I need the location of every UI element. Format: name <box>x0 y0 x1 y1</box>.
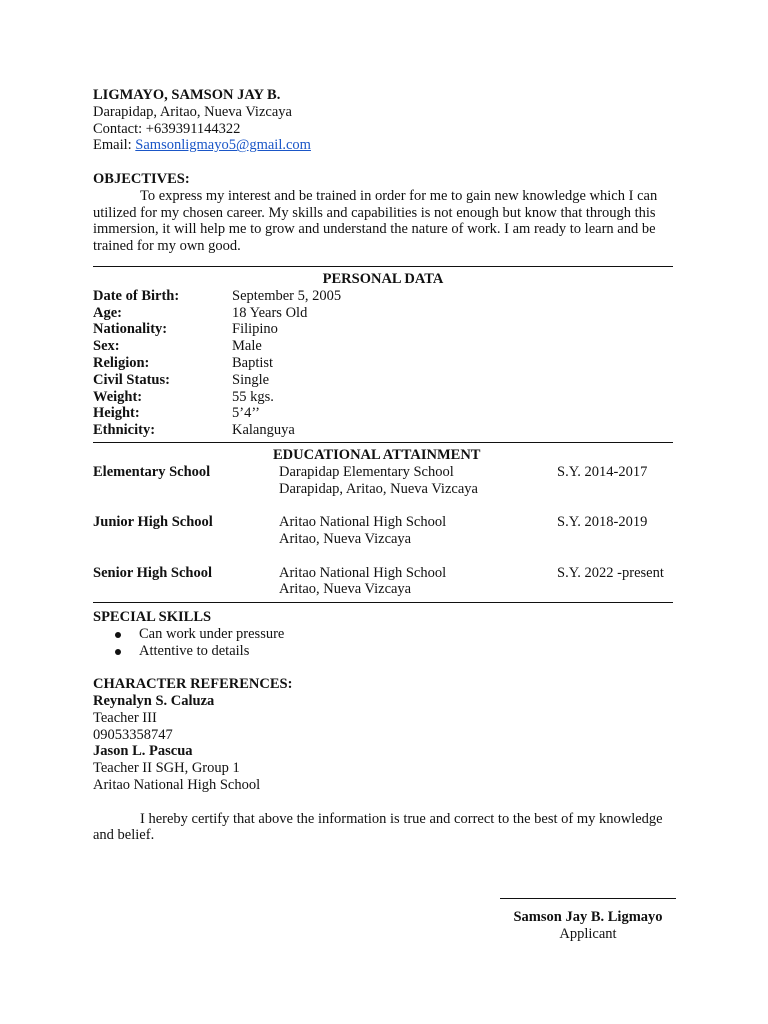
education-table <box>93 464 673 598</box>
table-row <box>93 422 673 439</box>
field-value: 55 kgs. <box>232 388 274 405</box>
list-item <box>93 643 673 660</box>
field-label: Date of Birth: <box>93 287 180 304</box>
field-label: Nationality: <box>93 321 168 338</box>
reference-name: Reynalyn S. Caluza <box>93 693 215 710</box>
school-location: Aritao, Nueva Vizcaya <box>279 581 412 598</box>
field-value: Single <box>232 371 270 388</box>
table-row <box>93 338 673 355</box>
certification-statement: I hereby certify that above the information is true and correct to the best of my knowledge and belief. <box>93 810 663 844</box>
school-year: S.Y. 2014-2017 <box>557 463 648 480</box>
skill-text: Can work under pressure <box>139 625 285 642</box>
reference-detail: 09053358747 <box>93 726 173 743</box>
contact-line <box>93 121 673 138</box>
objectives-heading: OBJECTIVES: <box>93 170 190 187</box>
school-year: S.Y. 2018-2019 <box>557 514 648 531</box>
resume-document <box>93 87 673 844</box>
signature-line <box>500 898 676 899</box>
field-label: Height: <box>93 405 140 422</box>
field-value: 5’4’’ <box>232 405 260 422</box>
school-info <box>279 464 478 498</box>
school-name: Aritao National High School <box>279 564 447 581</box>
field-value: Male <box>232 338 262 355</box>
school-location: Darapidap, Aritao, Nueva Vizcaya <box>279 480 478 497</box>
email-label: Email: <box>93 137 136 154</box>
reference-name: Jason L. Pascua <box>93 743 193 760</box>
bullet-icon <box>115 649 121 655</box>
signatory-name: Samson Jay B. Ligmayo <box>513 909 663 925</box>
field-value: Baptist <box>232 354 274 371</box>
table-row <box>93 389 673 406</box>
table-row <box>93 565 673 599</box>
field-value: Kalanguya <box>232 422 295 439</box>
education-level: Senior High School <box>93 564 212 581</box>
education-level: Junior High School <box>93 514 213 531</box>
reference-detail: Teacher III <box>93 709 157 726</box>
list-item <box>93 626 673 643</box>
field-label: Ethnicity: <box>93 422 156 439</box>
school-year: S.Y. 2022 -present <box>557 564 664 581</box>
school-info <box>279 514 446 548</box>
email-link[interactable]: Samsonligmayo5@gmail.com <box>135 137 311 154</box>
personal-data-table <box>93 288 673 439</box>
school-name: Darapidap Elementary School <box>279 463 454 480</box>
school-location: Aritao, Nueva Vizcaya <box>279 530 412 547</box>
field-label: Weight: <box>93 388 143 405</box>
field-label: Sex: <box>93 338 120 355</box>
skill-text: Attentive to details <box>139 642 250 659</box>
table-row <box>93 288 673 305</box>
field-label: Civil Status: <box>93 371 170 388</box>
reference-detail: Aritao National High School <box>93 777 261 794</box>
table-row <box>93 405 673 422</box>
table-row <box>93 321 673 338</box>
signatory-role: Applicant <box>559 925 617 942</box>
objectives-text: To express my interest and be trained in order for me to gain new knowledge which I can utilized for my chosen career. My skills and capabilities is not enough but know that through this immersion, it will help me to grow and understand the nature of work. I am ready to learn and be trained for my own good. <box>93 187 658 255</box>
field-value: Filipino <box>232 321 278 338</box>
signature-block <box>500 898 676 943</box>
table-row <box>93 464 673 498</box>
references-heading: CHARACTER REFERENCES: <box>93 676 293 693</box>
table-row <box>93 355 673 372</box>
skills-list <box>93 626 673 660</box>
contact-number: +639391144322 <box>145 120 241 137</box>
personal-data-heading: PERSONAL DATA <box>322 270 444 287</box>
field-value: 18 Years Old <box>232 304 308 321</box>
education-level: Elementary School <box>93 463 211 480</box>
reference-detail: Teacher II SGH, Group 1 <box>93 760 240 777</box>
bullet-icon <box>115 632 121 638</box>
field-label: Age: <box>93 304 122 321</box>
table-row <box>93 514 673 548</box>
field-label: Religion: <box>93 354 150 371</box>
school-name: Aritao National High School <box>279 514 447 531</box>
address-line: Darapidap, Aritao, Nueva Vizcaya <box>93 103 292 120</box>
education-heading: EDUCATIONAL ATTAINMENT <box>273 446 481 463</box>
applicant-name-heading: LIGMAYO, SAMSON JAY B. <box>93 87 281 103</box>
field-value: September 5, 2005 <box>232 287 342 304</box>
school-info <box>279 565 446 599</box>
email-line <box>93 137 673 154</box>
skills-heading: SPECIAL SKILLS <box>93 609 212 626</box>
contact-label: Contact: <box>93 120 146 137</box>
table-row <box>93 372 673 389</box>
table-row <box>93 305 673 322</box>
